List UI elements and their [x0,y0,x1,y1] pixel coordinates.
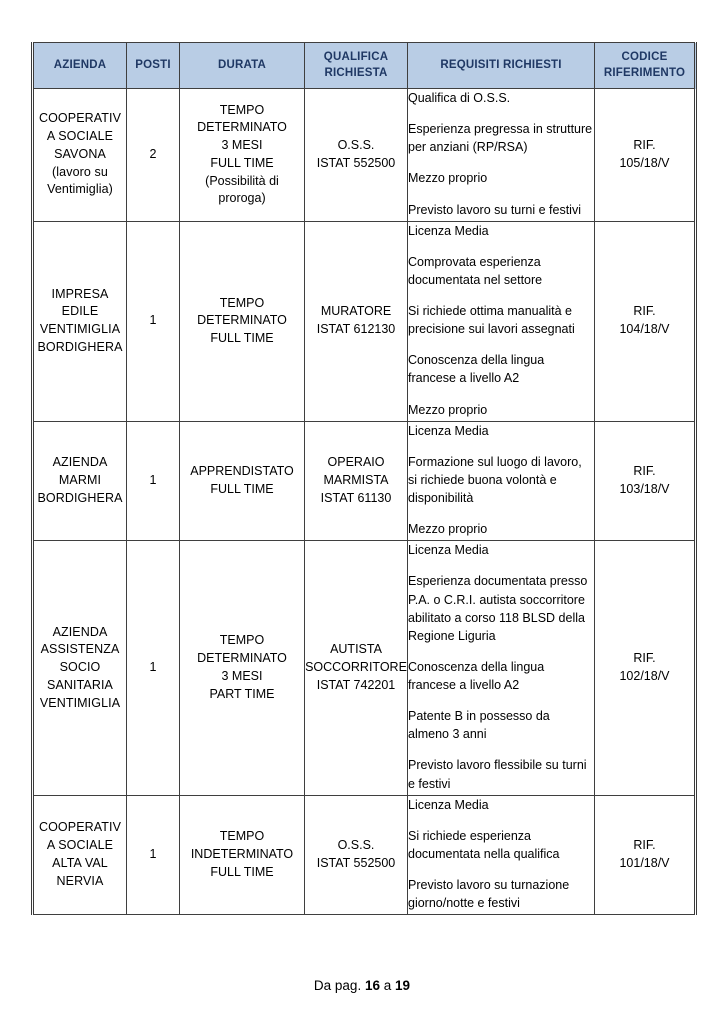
cell-codice-line: RIF. [633,304,656,319]
requisito-item: Si richiede ottima manualità e precisione sui lavori assegnati [408,304,575,337]
cell-codice-lines [595,837,694,873]
cell-durata-line: FULL TIME [210,481,274,496]
cell-azienda [33,221,127,421]
table-row [33,421,696,541]
cell-azienda-line: BORDIGHERA [37,490,123,505]
cell-azienda-lines [34,624,126,713]
footer-page-to: 19 [395,978,411,993]
cell-codice [595,421,696,541]
job-listing-table-container [31,42,694,915]
table-row [33,795,696,915]
page-footer [0,978,724,993]
cell-codice-line: 105/18/V [619,155,670,170]
footer-prefix: Da pag. [313,978,362,993]
cell-codice-line: RIF. [633,464,656,479]
requisito-item: Si richiede esperienza documentata nella qualifica [408,828,560,861]
requisito-item: Previsto lavoro su turni e festivi [408,202,581,217]
cell-codice-lines [595,463,694,499]
cell-azienda [33,421,127,541]
column-header-posti: POSTI [127,43,180,89]
cell-codice-line: 103/18/V [619,481,670,496]
cell-qualifica [305,89,408,222]
cell-durata-lines [180,295,304,348]
cell-qualifica-line: ISTAT 612130 [316,322,396,337]
cell-durata-line: PART TIME [209,686,275,701]
cell-durata-line: DETERMINATO [197,313,287,328]
cell-requisiti [408,795,595,915]
cell-qualifica-line: ISTAT 552500 [316,155,396,170]
cell-codice-line: 102/18/V [619,668,670,683]
cell-azienda-line: COOPERATIV [38,820,122,835]
cell-azienda-line: VENTIMIGLIA [39,322,121,337]
cell-qualifica [305,795,408,915]
requisito-item: Esperienza pregressa in strutture per anziani (RP/RSA) [408,122,593,155]
column-header-qualifica-line1: QUALIFICA [323,50,389,63]
cell-azienda-line: A SOCIALE [46,838,114,853]
cell-codice-lines [595,650,694,686]
cell-azienda-lines [34,454,126,507]
cell-codice-line: RIF. [633,838,656,853]
cell-requisiti [408,221,595,421]
cell-posti: 1 [127,221,180,421]
requisito-item: Licenza Media [408,423,489,438]
cell-codice-line: RIF. [633,138,656,153]
cell-durata [180,421,305,541]
cell-qualifica-lines [305,641,407,694]
cell-azienda-line: NERVIA [56,873,104,888]
column-header-qualifica-line2: RICHIESTA [324,66,388,79]
cell-azienda-line: AZIENDA [52,624,108,639]
column-header-requisiti-richiesti: REQUISITI RICHIESTI [408,43,595,89]
cell-qualifica-line: OPERAIO [327,455,385,470]
cell-durata-line: 3 MESI [221,138,263,153]
cell-azienda-line: IMPRESA [51,286,109,301]
cell-qualifica [305,221,408,421]
footer-page-from: 16 [364,978,380,993]
cell-qualifica-line: ISTAT 61130 [320,490,392,505]
cell-azienda-line: MARMI [58,473,102,488]
cell-qualifica-line: MARMISTA [323,473,389,488]
column-header-codice-line1: CODICE [621,50,668,63]
cell-requisiti [408,89,595,222]
requisito-item: Mezzo proprio [408,402,488,417]
cell-durata-line: FULL TIME [210,331,274,345]
cell-codice-line: 101/18/V [619,855,670,870]
cell-codice-line: RIF. [633,651,656,666]
cell-azienda-line: A SOCIALE [46,129,114,144]
table-row [33,541,696,795]
column-header-azienda: AZIENDA [33,43,127,89]
cell-durata-line: TEMPO [219,102,265,117]
cell-durata-line: TEMPO [219,295,265,310]
cell-qualifica-lines [305,137,407,173]
requisito-item: Licenza Media [408,797,489,812]
cell-azienda-line: AZIENDA [52,455,108,470]
cell-codice [595,795,696,915]
cell-durata-line: 3 MESI [221,668,263,683]
requisito-item: Formazione sul luogo di lavoro, si richiede buona volontà e disponibilità [408,454,582,505]
cell-durata-line: (Possibilità di [205,173,279,188]
cell-posti: 2 [127,89,180,222]
cell-azienda [33,541,127,795]
cell-qualifica-lines [305,837,407,873]
requisito-item: Previsto lavoro flessibile su turni e festivi [408,758,587,791]
cell-qualifica [305,541,408,795]
cell-azienda-line: COOPERATIV [38,111,122,126]
cell-durata-line: APPRENDISTATO [190,464,294,479]
cell-durata-line: DETERMINATO [197,120,287,135]
cell-requisiti [408,421,595,541]
cell-posti: 1 [127,421,180,541]
cell-azienda-line: SAVONA [54,146,106,161]
cell-durata [180,221,305,421]
cell-azienda-line: VENTIMIGLIA [39,695,121,710]
cell-qualifica-line: ISTAT 742201 [316,677,396,692]
cell-durata-lines [180,463,304,499]
column-header-qualifica-richiesta [305,43,408,89]
cell-codice [595,541,696,795]
cell-qualifica-line: ISTAT 552500 [316,855,396,870]
table-body [33,89,696,915]
cell-codice-lines [595,137,694,173]
cell-azienda-lines [34,110,126,199]
table-header [33,43,696,89]
cell-qualifica-lines [305,303,407,339]
cell-qualifica-line: SOCCORRITORE [305,660,407,675]
cell-durata-line: FULL TIME [210,155,274,170]
requisito-item: Mezzo proprio [408,171,488,186]
cell-codice-lines [595,303,694,339]
cell-durata-line: TEMPO [219,633,265,648]
cell-azienda [33,795,127,915]
cell-durata-lines [180,102,304,209]
cell-durata [180,795,305,915]
cell-codice [595,89,696,222]
requisito-item: Qualifica di O.S.S. [408,91,511,105]
job-listing-table [31,42,697,915]
cell-azienda-line: ASSISTENZA [40,642,120,657]
cell-qualifica-line: AUTISTA [330,642,382,657]
requisito-item: Comprovata esperienza documentata nel settore [408,254,543,287]
table-header-row [33,43,696,89]
column-header-codice-riferimento [595,43,696,89]
cell-qualifica-line: O.S.S. [337,838,375,853]
cell-azienda-lines [34,286,126,357]
cell-posti: 1 [127,541,180,795]
table-row [33,221,696,421]
cell-qualifica-line: O.S.S. [337,138,375,153]
cell-durata [180,89,305,222]
requisito-item: Licenza Media [408,543,489,558]
cell-posti: 1 [127,795,180,915]
requisito-item: Conoscenza della lingua francese a livello A2 [408,659,545,692]
cell-azienda-line: EDILE [61,304,99,319]
cell-azienda-line: SOCIO [59,660,101,675]
cell-azienda-line: (lavoro su [52,164,108,179]
cell-durata-line: INDETERMINATO [190,847,294,862]
table-row [33,89,696,222]
footer-middle: a [383,978,392,993]
cell-durata-line: TEMPO [219,829,265,844]
cell-codice [595,221,696,421]
cell-codice-line: 104/18/V [619,322,670,337]
requisito-item: Conoscenza della lingua francese a livello A2 [408,353,545,386]
cell-qualifica-line: MURATORE [320,304,392,319]
requisito-item: Mezzo proprio [408,522,488,537]
cell-azienda-lines [34,819,126,890]
cell-azienda-line: Ventimiglia) [47,182,113,197]
column-header-codice-line2: RIFERIMENTO [603,66,686,79]
cell-requisiti [408,541,595,795]
requisito-item: Previsto lavoro su turnazione giorno/notte e festivi [408,878,570,911]
cell-durata [180,541,305,795]
cell-durata-line: FULL TIME [210,864,274,879]
column-header-durata: DURATA [180,43,305,89]
cell-durata-line: DETERMINATO [197,651,287,666]
cell-durata-lines [180,632,304,703]
cell-azienda-line: BORDIGHERA [37,339,123,354]
cell-durata-line: proroga) [218,191,266,206]
requisito-item: Patente B in possesso da almeno 3 anni [408,709,550,742]
cell-qualifica [305,421,408,541]
cell-qualifica-lines [305,454,407,507]
cell-azienda [33,89,127,222]
cell-azienda-line: ALTA VAL [52,855,108,870]
cell-azienda-line: SANITARIA [47,677,113,692]
requisito-item: Licenza Media [408,223,489,238]
requisito-item: Esperienza documentata presso P.A. o C.R.I. autista soccorritore abilitato a corso 118 BLSD della Regione Liguria [408,574,588,643]
cell-durata-lines [180,828,304,881]
